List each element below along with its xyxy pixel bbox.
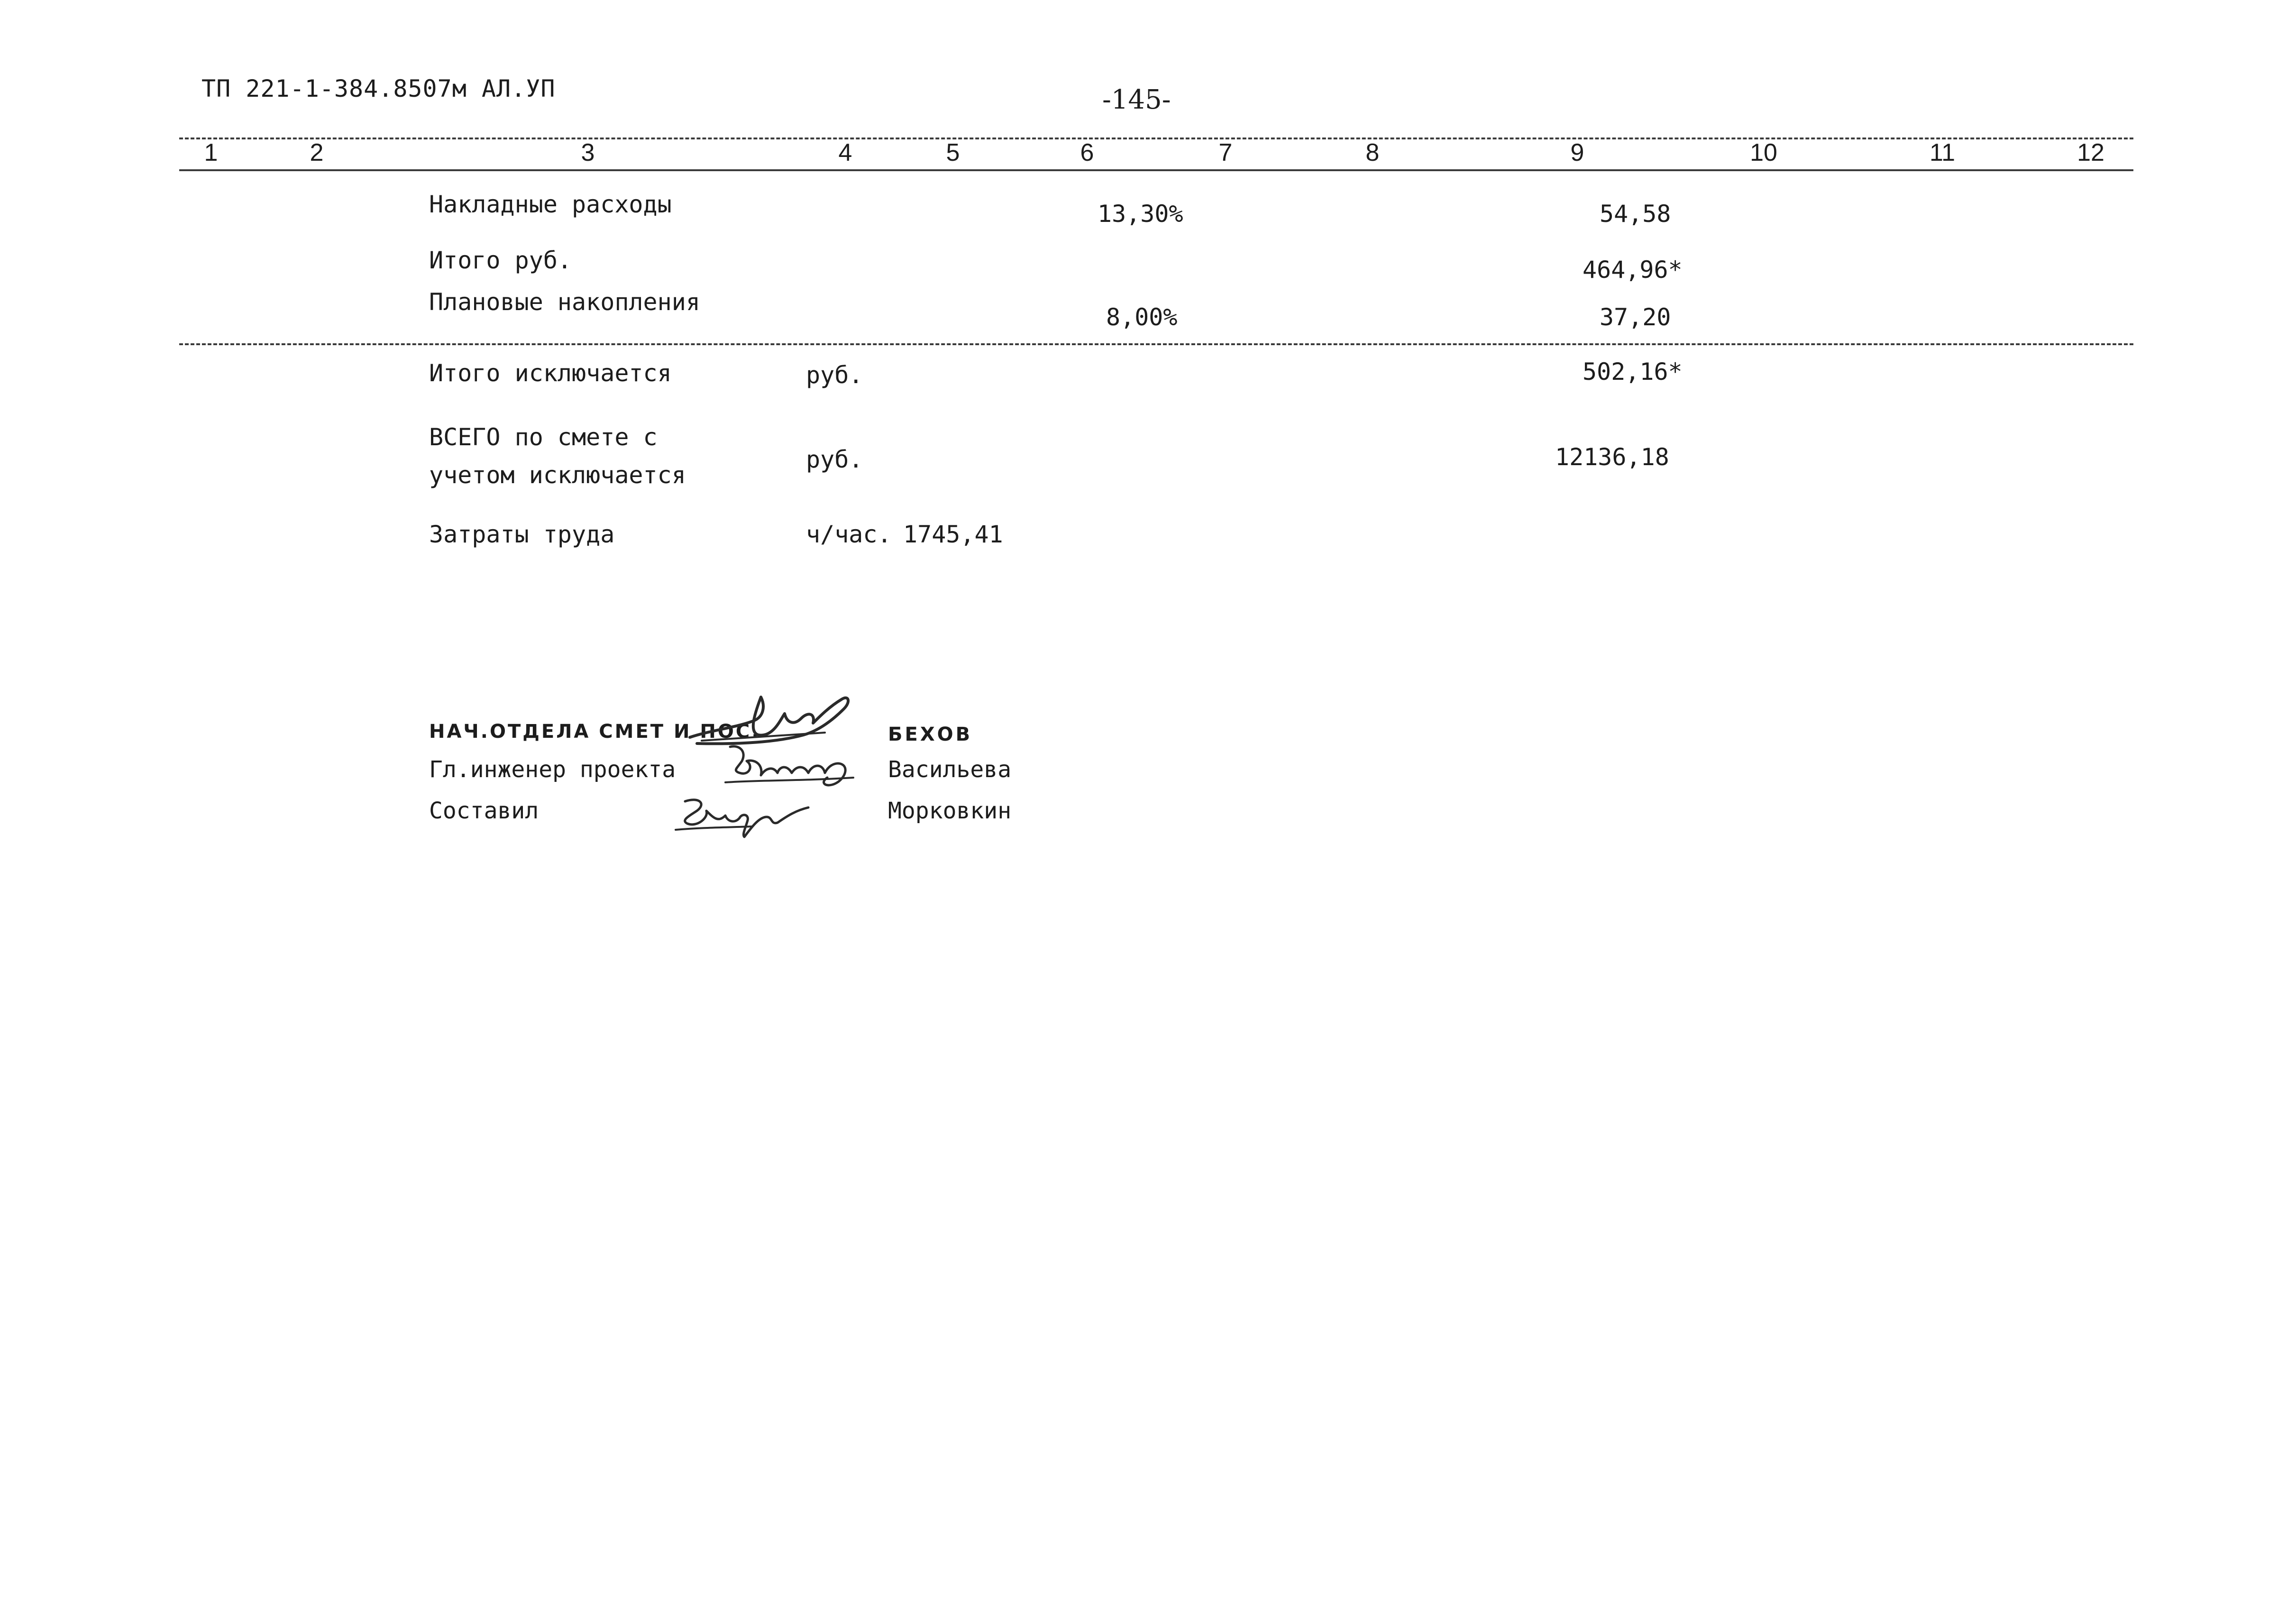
column-number: 10 xyxy=(1750,139,1777,166)
row-amount: 37,20 xyxy=(1600,303,1671,331)
column-number: 5 xyxy=(946,139,960,166)
row-amount: 12136,18 xyxy=(1555,443,1669,471)
row-label: Плановые накопления xyxy=(429,288,700,316)
column-number: 12 xyxy=(2077,139,2104,166)
column-number: 3 xyxy=(581,139,595,166)
signature-name: Морковкин xyxy=(888,798,1012,824)
row-unit: руб. xyxy=(806,361,863,389)
signature-name: БЕХОВ xyxy=(888,724,973,745)
column-number: 6 xyxy=(1080,139,1094,166)
column-number: 9 xyxy=(1570,139,1584,166)
column-number: 2 xyxy=(310,139,324,166)
signature-name: Васильева xyxy=(888,756,1012,783)
column-number: 11 xyxy=(1930,139,1955,166)
document-code: ТП 221-1-384.8507м АЛ.УП xyxy=(201,75,556,102)
signature-title: НАЧ.ОТДЕЛА СМЕТ И ПОС. xyxy=(429,721,761,743)
signature-title: Гл.инженер проекта xyxy=(429,756,676,783)
column-number: 1 xyxy=(204,139,218,166)
subtotal-rule xyxy=(179,343,2133,345)
table-top-rule xyxy=(179,138,2133,139)
row-rate: 8,00% xyxy=(1106,303,1178,331)
row-label: Накладные расходы xyxy=(429,191,672,218)
row-unit: руб. xyxy=(806,446,863,473)
row-rate: 13,30% xyxy=(1098,200,1183,228)
row-label: Затраты труда xyxy=(429,521,615,548)
table-header-rule xyxy=(179,169,2133,171)
signature-title: Составил xyxy=(429,798,539,824)
column-number: 4 xyxy=(838,139,852,166)
handwritten-signature xyxy=(721,737,863,794)
row-label-line-1: ВСЕГО по смете с xyxy=(429,423,658,451)
column-number: 7 xyxy=(1218,139,1233,166)
row-label: Итого исключается xyxy=(429,359,672,387)
page-number: -145- xyxy=(1102,84,1171,115)
row-label: Итого руб. xyxy=(429,247,572,274)
row-amount: 464,96* xyxy=(1583,256,1683,284)
row-unit: ч/час. xyxy=(806,521,892,548)
row-value: 1745,41 xyxy=(903,521,1003,548)
row-label-line-2: учетом исключается xyxy=(429,461,686,489)
row-amount: 502,16* xyxy=(1583,358,1683,385)
column-number: 8 xyxy=(1365,139,1380,166)
row-amount: 54,58 xyxy=(1600,200,1671,228)
handwritten-signature xyxy=(671,789,823,842)
